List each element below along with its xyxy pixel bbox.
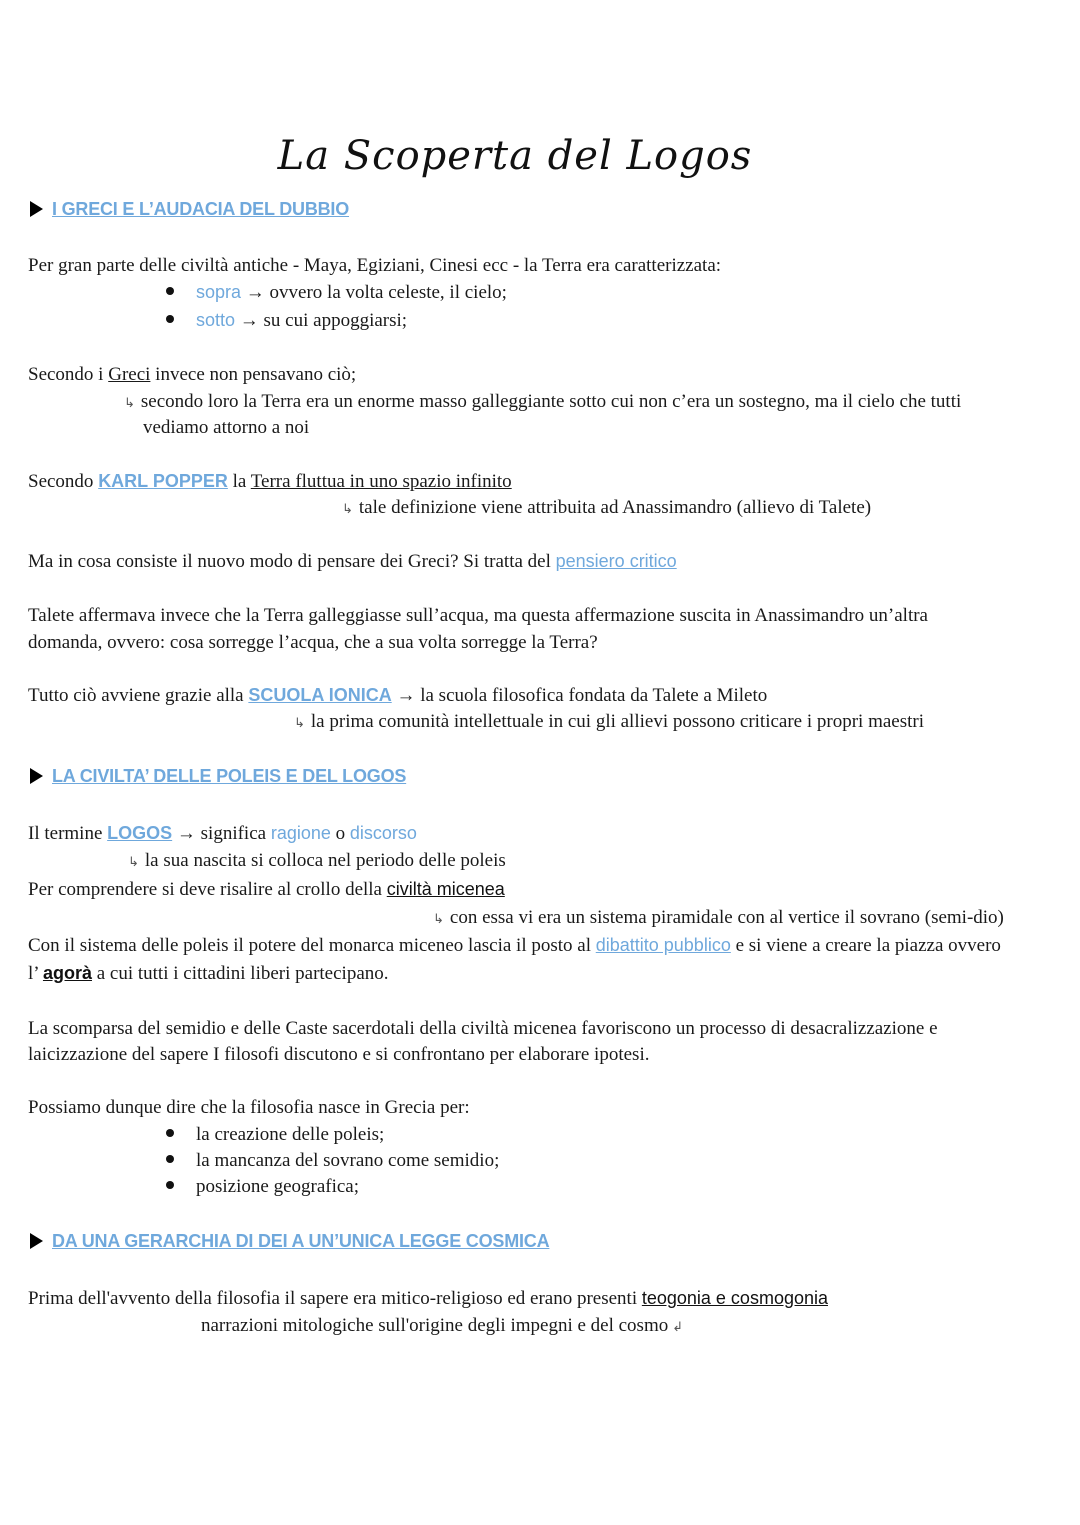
term-scuola-ionica: SCUOLA IONICA [248, 685, 392, 705]
paragraph-greci [28, 362, 356, 388]
hook-arrow-icon: ↳ [128, 855, 139, 870]
term-karl-popper: KARL POPPER [98, 471, 228, 491]
section-heading-text: DA UNA GERARCHIA DI DEI A UN’UNICA LEGGE COSMICA [52, 1231, 550, 1251]
list-item-text: → su cui appoggiarsi; [235, 310, 408, 331]
list-item [166, 279, 507, 306]
sub-note-continued: vediamo attorno a noi [143, 417, 310, 438]
text: a cui tutti i cittadini liberi partecipano. [91, 963, 389, 984]
section-heading-3 [30, 1228, 549, 1255]
text: Secondo i [28, 364, 109, 385]
section-heading-text: I GRECI E L’AUDACIA DEL DUBBIO [52, 199, 350, 219]
text: Per comprendere si deve risalire al crollo della [28, 879, 387, 900]
paragraph-mitico-religioso [28, 1285, 828, 1312]
text: Prima dell'avvento della filosofia il sapere era mitico-religioso ed erano presenti [28, 1288, 642, 1309]
paragraph-popper [28, 468, 512, 495]
sub-note [342, 495, 871, 523]
page-title: La Scoperta del Logos [277, 133, 753, 179]
paragraph-poleis [28, 932, 1001, 959]
bullet-icon [166, 287, 174, 295]
list-item [166, 1148, 499, 1174]
triangle-bullet-icon [30, 768, 43, 784]
bullet-icon [166, 1181, 174, 1189]
sub-note [128, 848, 506, 876]
term-greci: Greci [108, 364, 151, 385]
sub-note [433, 905, 1004, 933]
text: l’ [28, 963, 43, 984]
text: Tutto ciò avviene grazie alla [28, 685, 249, 706]
text: la prima comunità intellettuale in cui gli allievi possono criticare i propri maestri [310, 711, 924, 732]
text: la [227, 471, 251, 492]
text: la sua nascita si colloca nel periodo delle poleis [144, 850, 506, 871]
section-heading-1 [30, 196, 349, 223]
section-heading-text: LA CIVILTA’ DELLE POLEIS E DEL LOGOS [52, 766, 407, 786]
term-ragione: ragione [270, 823, 331, 843]
section-heading-2 [30, 763, 406, 790]
bullet-icon [166, 1129, 174, 1137]
paragraph-talete-line2: domanda, ovvero: cosa sorregge l’acqua, che a sua volta sorregge la Terra? [28, 632, 598, 653]
text: secondo loro la Terra era un enorme masso galleggiante sotto cui non c’era un sostegno, ma il cielo che tutti [140, 391, 962, 412]
term-sotto: sotto [196, 310, 236, 330]
triangle-bullet-icon [30, 1233, 43, 1249]
term-civilta-micenea: civiltà micenea [386, 879, 505, 899]
text: Con il sistema delle poleis il potere del monarca miceneo lascia il posto al [28, 935, 596, 956]
paragraph-civilta-antiche: Per gran parte delle civiltà antiche - Maya, Egiziani, Cinesi ecc - la Terra era caratterizzata: [28, 255, 722, 276]
text: tale definizione viene attribuita ad Anassimandro (allievo di Talete) [358, 497, 872, 518]
list-item-text: → ovvero la volta celeste, il cielo; [241, 282, 507, 303]
sub-note [201, 1313, 683, 1341]
text: → la scuola filosofica fondata da Talete a Mileto [391, 685, 768, 706]
hook-arrow-icon: ↳ [294, 716, 305, 731]
return-arrow-icon: ↲ [672, 1320, 684, 1335]
hook-arrow-icon: ↳ [433, 912, 444, 927]
list-item [166, 1174, 359, 1200]
paragraph-desacralizzazione-line1: La scomparsa del semidio e delle Caste sacerdotali della civiltà micenea favoriscono un processo di desacralizzazione e [28, 1018, 938, 1039]
term-logos: LOGOS [107, 823, 173, 843]
list-item-text: la mancanza del sovrano come semidio; [196, 1150, 500, 1171]
term-pensiero-critico: pensiero critico [555, 551, 677, 571]
paragraph-talete-line1: Talete affermava invece che la Terra galleggiasse sull’acqua, ma questa affermazione suscita in Anassimandro un’altra [28, 605, 928, 626]
text: invece non pensavano ciò; [150, 364, 357, 385]
list-item-text: la creazione delle poleis; [196, 1124, 385, 1145]
paragraph-micenea [28, 876, 505, 903]
text: narrazioni mitologiche sull'origine degli impegni e del cosmo [201, 1315, 669, 1336]
sub-note [294, 709, 924, 737]
claim-underlined: Terra fluttua in uno spazio infinito [250, 471, 512, 492]
term-discorso: discorso [349, 823, 417, 843]
text: con essa vi era un sistema piramidale con al vertice il sovrano (semi-dio) [449, 907, 1004, 928]
hook-arrow-icon: ↳ [342, 502, 353, 517]
term-teogonia-cosmogonia: teogonia e cosmogonia [641, 1288, 828, 1308]
sub-note [124, 389, 961, 417]
paragraph-scuola-ionica [28, 682, 767, 709]
bullet-icon [166, 315, 174, 323]
paragraph-pensiero-critico [28, 548, 677, 575]
list-item [166, 1122, 384, 1148]
term-sopra: sopra [196, 282, 242, 302]
paragraph-logos [28, 820, 417, 847]
term-agora: agorà [42, 963, 92, 983]
bullet-icon [166, 1155, 174, 1163]
list-item-text: posizione geografica; [196, 1176, 360, 1197]
paragraph-desacralizzazione-line2: laicizzazione del sapere I filosofi discutono e si confrontano per elaborare ipotesi. [28, 1044, 650, 1065]
text: Il termine [28, 823, 108, 844]
text: → significa [172, 823, 271, 844]
text: Secondo [28, 471, 99, 492]
triangle-bullet-icon [30, 201, 43, 217]
text: Ma in cosa consiste il nuovo modo di pensare dei Greci? Si tratta del [28, 551, 556, 572]
list-item [166, 307, 407, 334]
text: e si viene a creare la piazza ovvero [730, 935, 1001, 956]
paragraph-poleis-line2 [28, 960, 389, 987]
term-dibattito-pubblico: dibattito pubblico [595, 935, 731, 955]
paragraph-nascita-filosofia: Possiamo dunque dire che la filosofia nasce in Grecia per: [28, 1097, 470, 1118]
text: o [330, 823, 350, 844]
hook-arrow-icon: ↳ [124, 396, 135, 411]
